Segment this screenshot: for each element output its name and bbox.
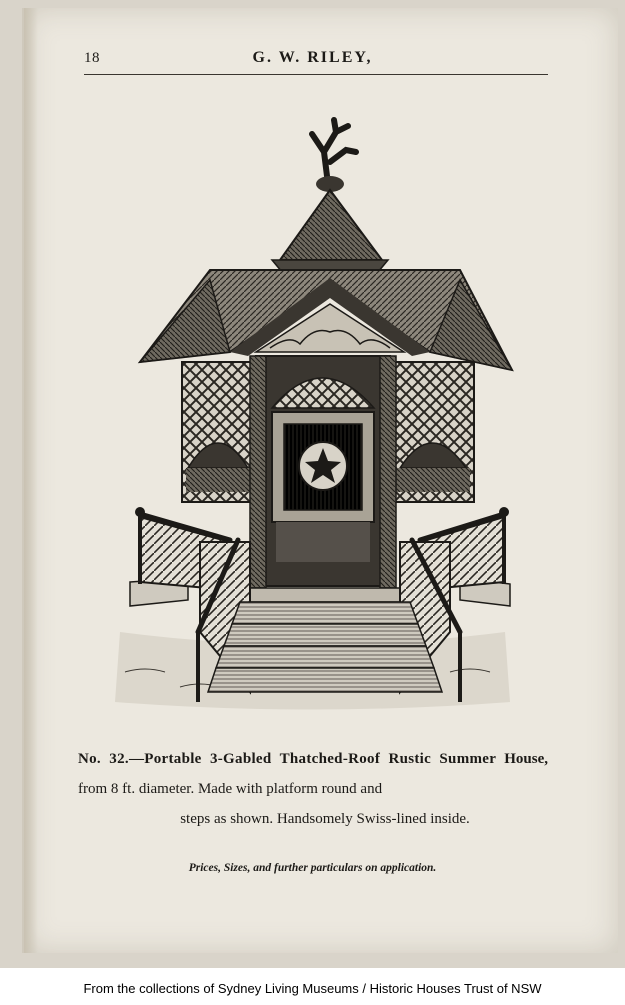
product-caption: [78, 744, 548, 834]
central-doorway: [250, 356, 396, 588]
page-number: 18: [84, 50, 100, 66]
page-spine-shadow: [24, 8, 38, 953]
caption-lead: No. 32.—Portable 3-Gabled Thatched-Roof Rustic Summer: [78, 751, 497, 767]
caption-name: House,: [504, 751, 549, 767]
caption-line2-rest: from 8 ft. diameter. Made with platform round and: [78, 781, 383, 797]
branch-finial: [312, 120, 356, 192]
summer-house-illustration: [100, 112, 520, 722]
collection-credit: From the collections of Sydney Living Museums / Historic Houses Trust of NSW: [83, 981, 542, 996]
pricing-footnote: Prices, Sizes, and further particulars on application.: [188, 862, 437, 874]
header-rule: [84, 74, 548, 75]
entrance-steps: [208, 602, 442, 692]
running-head: G. W. RILEY,: [252, 49, 373, 66]
caption-line3: steps as shown. Handsomely Swiss-lined inside.: [180, 811, 470, 827]
turret-roof: [272, 190, 388, 272]
